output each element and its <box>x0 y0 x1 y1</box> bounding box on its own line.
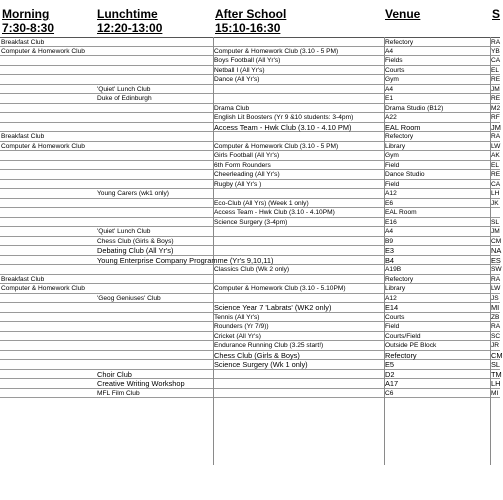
after-school-cell: Computer & Homework Club (3.10 - 5 PM) <box>214 142 339 150</box>
lunchtime-cell <box>96 66 213 75</box>
venue-cell: Refectory <box>385 39 414 46</box>
lunchtime-cell <box>96 351 213 360</box>
lunchtime-cell <box>96 113 213 122</box>
after-school-cell: Eco-Club (All Yrs) (Week 1 only) <box>214 199 309 207</box>
morning-cell: Breakfast Club <box>1 133 45 140</box>
morning-cell <box>0 75 96 84</box>
table-row <box>0 142 500 152</box>
lunchtime-cell: Creative Writing Workshop <box>97 379 185 388</box>
venue-cell: E16 <box>385 218 397 226</box>
header-lunchtime <box>97 7 162 35</box>
morning-cell <box>0 360 96 369</box>
table-row <box>0 208 500 218</box>
morning-cell <box>0 199 96 208</box>
morning-cell <box>0 170 96 179</box>
morning-cell <box>0 294 96 303</box>
table-row <box>0 350 503 361</box>
morning-cell <box>0 123 96 132</box>
after-school-cell: English Lit Boosters (Yr 9 &10 students: 3-4pm) <box>214 114 354 121</box>
column-divider-staff <box>490 37 491 465</box>
staff-cell: LH <box>491 379 501 388</box>
lunchtime-cell <box>96 332 213 341</box>
table-row <box>0 265 500 275</box>
lunchtime-cell <box>96 56 213 65</box>
lunchtime-cell <box>96 142 213 151</box>
lunchtime-cell <box>96 322 213 331</box>
staff-cell: JS <box>491 294 499 302</box>
lunchtime-cell <box>96 284 213 293</box>
morning-cell <box>0 94 96 103</box>
venue-cell: A17 <box>385 379 399 388</box>
header-lunchtime-time: 12:20-13:00 <box>97 21 163 35</box>
lunchtime-cell: 'Geog Geniuses' Club <box>97 294 161 302</box>
lunchtime-cell <box>96 303 213 312</box>
staff-cell: JM <box>491 228 500 235</box>
column-divider-after-school <box>213 37 214 465</box>
header-row <box>0 0 500 36</box>
table-row <box>0 180 500 190</box>
after-school-cell: Tennis (All Yr's) <box>214 313 260 321</box>
morning-cell <box>0 351 96 360</box>
after-school-cell: 6th Form Rounders <box>214 161 271 169</box>
morning-cell <box>0 227 96 236</box>
venue-cell: D2 <box>385 369 395 379</box>
lunchtime-cell <box>96 313 213 322</box>
header-lunchtime-label: Lunchtime <box>97 7 158 21</box>
venue-cell: C6 <box>385 389 394 397</box>
staff-cell: CM <box>491 237 502 245</box>
table-row <box>0 322 500 332</box>
table-row <box>0 66 500 76</box>
staff-cell: CA <box>491 57 501 64</box>
venue-cell: Courts <box>385 66 405 74</box>
after-school-cell <box>213 132 384 141</box>
staff-cell <box>490 208 500 217</box>
table-row <box>0 389 500 399</box>
after-school-cell <box>213 189 384 198</box>
staff-cell: CA <box>491 180 501 188</box>
venue-cell: Field <box>385 323 400 330</box>
staff-cell: M2 <box>491 104 501 112</box>
table-row <box>0 218 500 228</box>
staff-cell: TM <box>491 369 502 379</box>
morning-cell <box>0 370 96 379</box>
venue-cell: Refectory <box>385 133 414 140</box>
after-school-cell: Computer & Homework Club (3.10 - 5.10PM) <box>214 285 346 292</box>
venue-cell: Gym <box>385 76 399 83</box>
morning-cell <box>0 208 96 217</box>
table-row <box>0 170 500 180</box>
lunchtime-cell: 'Quiet' Lunch Club <box>97 228 151 235</box>
staff-cell: NA <box>491 246 502 255</box>
venue-cell: EAL Room <box>385 209 417 216</box>
header-after-school-time: 15:10-16:30 <box>215 21 281 35</box>
after-school-cell: Access Team - Hwk Club (3.10 - 4.10PM) <box>214 209 335 216</box>
venue-cell: E14 <box>385 303 399 312</box>
venue-cell: Refectory <box>385 350 417 360</box>
morning-cell <box>0 189 96 198</box>
staff-cell: SW <box>491 266 502 273</box>
staff-cell: RE <box>491 171 501 178</box>
after-school-cell: Chess Club (Girls & Boys) <box>214 350 300 360</box>
table-row <box>0 94 500 104</box>
after-school-cell: Boys Football (All Yr's) <box>214 57 281 64</box>
header-after-school <box>215 7 286 35</box>
lunchtime-cell <box>96 104 213 113</box>
morning-cell: Computer & Homework Club <box>1 285 85 292</box>
after-school-cell <box>213 94 384 103</box>
lunchtime-cell: Chess Club (Girls & Boys) <box>97 237 174 245</box>
clubs-table <box>0 37 503 398</box>
venue-cell: B9 <box>385 237 394 245</box>
morning-cell <box>0 218 96 227</box>
venue-cell: Refectory <box>385 275 414 283</box>
venue-cell: E1 <box>385 95 394 102</box>
staff-cell: CM <box>491 350 503 360</box>
morning-cell <box>0 313 96 322</box>
lunchtime-cell <box>96 199 213 208</box>
staff-cell: MI <box>491 303 500 312</box>
table-row <box>0 379 500 389</box>
lunchtime-cell <box>96 275 213 284</box>
header-venue: Venue <box>385 7 421 21</box>
table-row <box>0 256 500 266</box>
after-school-cell: Science Surgery (Wk 1 only) <box>214 360 308 369</box>
staff-cell: SL <box>491 360 501 369</box>
morning-cell: Breakfast Club <box>1 39 45 46</box>
after-school-cell: Rugby (All Yr's ) <box>214 180 262 188</box>
morning-cell <box>0 322 96 331</box>
venue-cell: B4 <box>385 255 395 265</box>
morning-cell: Computer & Homework Club <box>1 142 85 150</box>
table-row <box>0 313 500 323</box>
table-row <box>0 132 500 142</box>
morning-cell <box>0 151 96 160</box>
morning-cell <box>0 237 96 246</box>
venue-cell: Drama Studio (B12) <box>385 104 444 112</box>
staff-cell: JM <box>491 85 500 93</box>
table-row <box>0 360 500 370</box>
after-school-cell: Drama Club <box>214 104 250 112</box>
lunchtime-cell <box>96 151 213 160</box>
staff-cell: AK <box>491 152 500 159</box>
staff-cell: ES <box>491 255 501 265</box>
staff-cell: SC <box>491 332 501 340</box>
lunchtime-cell <box>96 132 213 141</box>
after-school-cell: Science Surgery (3-4pm) <box>214 218 288 226</box>
lunchtime-cell <box>96 47 213 56</box>
after-school-cell: Girls Football (All Yr's) <box>214 152 280 159</box>
staff-cell: MI <box>491 389 499 397</box>
staff-cell: RA <box>491 275 501 283</box>
morning-cell <box>0 85 96 94</box>
lunchtime-cell: Choir Club <box>97 369 132 379</box>
venue-cell: Field <box>385 180 400 188</box>
after-school-cell <box>213 237 384 246</box>
after-school-cell: Science Year 7 'Labrats' (WK2 only) <box>214 303 332 312</box>
staff-cell: EL <box>491 161 500 169</box>
table-row <box>0 370 500 380</box>
table-row <box>0 189 500 199</box>
header-morning-time: 7:30-8:30 <box>2 21 55 35</box>
lunchtime-cell <box>96 341 213 350</box>
table-row <box>0 275 500 285</box>
morning-cell <box>0 265 96 274</box>
table-row <box>0 75 500 85</box>
after-school-cell: Access Team - Hwk Club (3.10 - 4.10 PM) <box>214 122 352 132</box>
venue-cell: A12 <box>385 190 397 197</box>
after-school-cell: Netball I (All Yr's) <box>214 66 265 74</box>
staff-cell: RA <box>491 323 501 330</box>
venue-cell: Outside PE Block <box>385 342 437 349</box>
venue-cell: E6 <box>385 199 394 207</box>
staff-cell: JK <box>491 199 499 207</box>
venue-cell: Gym <box>385 152 399 159</box>
venue-cell: EAL Room <box>385 122 421 132</box>
morning-cell: Breakfast Club <box>1 275 45 283</box>
lunchtime-cell: Duke of Edinburgh <box>97 95 152 102</box>
table-row <box>0 227 500 237</box>
morning-cell <box>0 66 96 75</box>
staff-cell: RE <box>491 76 501 83</box>
morning-cell <box>0 161 96 170</box>
after-school-cell <box>213 227 384 236</box>
table-row <box>0 56 500 66</box>
table-row <box>0 332 500 342</box>
lunchtime-cell <box>96 265 213 274</box>
venue-cell: A22 <box>385 114 397 121</box>
after-school-cell <box>213 246 384 255</box>
venue-cell: Fields <box>385 57 403 64</box>
table-row <box>0 246 500 256</box>
after-school-cell <box>213 389 384 398</box>
lunchtime-cell <box>96 123 213 132</box>
table-row <box>0 294 500 304</box>
lunchtime-cell: MFL Film Club <box>97 389 140 397</box>
table-row <box>0 237 500 247</box>
after-school-cell: Computer & Homework Club (3.10 - 5 PM) <box>214 47 339 55</box>
after-school-cell <box>213 294 384 303</box>
after-school-cell <box>213 38 384 46</box>
after-school-cell <box>213 85 384 94</box>
lunchtime-cell: Debating Club (All Yr's) <box>97 246 174 255</box>
staff-cell: RF <box>491 114 500 121</box>
morning-cell <box>0 256 96 265</box>
venue-cell: Courts <box>385 313 405 321</box>
table-row <box>0 104 500 114</box>
venue-cell: Field <box>385 161 400 169</box>
venue-cell: A4 <box>385 47 394 55</box>
staff-cell: RA <box>491 39 501 46</box>
after-school-cell: Dance (All Yr's) <box>214 76 260 83</box>
lunchtime-cell <box>96 161 213 170</box>
table-row <box>0 284 500 294</box>
staff-cell: YB <box>491 47 500 55</box>
venue-cell: Library <box>385 285 406 292</box>
staff-cell: SL <box>491 218 500 226</box>
morning-cell <box>0 379 96 388</box>
table-row <box>0 47 500 57</box>
table-row <box>0 161 500 171</box>
venue-cell: Dance Studio <box>385 171 425 178</box>
lunchtime-cell <box>96 170 213 179</box>
lunchtime-cell <box>96 360 213 369</box>
venue-cell: A4 <box>385 228 394 235</box>
lunchtime-cell <box>96 208 213 217</box>
venue-cell: E3 <box>385 246 395 255</box>
morning-cell <box>0 180 96 189</box>
lunchtime-cell: 'Quiet' Lunch Club <box>97 85 151 93</box>
venue-cell: Courts/Field <box>385 332 421 340</box>
morning-cell <box>0 113 96 122</box>
staff-cell: ZB <box>491 313 500 321</box>
after-school-cell: Cricket (All Yr's) <box>214 332 261 340</box>
morning-cell <box>0 303 96 312</box>
table-row <box>0 85 500 95</box>
lunchtime-cell <box>96 180 213 189</box>
staff-cell: JM <box>491 122 501 132</box>
lunchtime-cell <box>96 38 213 46</box>
staff-cell: RA <box>491 133 501 140</box>
header-staff: S <box>492 7 501 21</box>
venue-cell: A4 <box>385 85 394 93</box>
staff-cell: RE <box>491 95 501 102</box>
staff-cell: EL <box>491 66 500 74</box>
after-school-cell <box>213 370 384 379</box>
table-row <box>0 151 500 161</box>
morning-cell <box>0 246 96 255</box>
after-school-cell: Cheerleading (All Yr's) <box>214 171 280 178</box>
venue-cell: A12 <box>385 294 397 302</box>
table-row <box>0 37 500 47</box>
after-school-cell: Classics Club (Wk 2 only) <box>214 266 290 273</box>
after-school-cell <box>213 379 384 388</box>
lunchtime-cell <box>96 75 213 84</box>
venue-cell: A19B <box>385 266 402 273</box>
column-divider-venue <box>384 37 385 465</box>
morning-cell <box>0 332 96 341</box>
table-row <box>0 113 500 123</box>
table-row <box>0 123 500 133</box>
morning-cell <box>0 104 96 113</box>
venue-cell: Library <box>385 142 406 150</box>
after-school-cell: Rounders (Yr 7/9)) <box>214 323 269 330</box>
table-row <box>0 199 500 209</box>
after-school-cell: Endurance Running Club (3.25 start!) <box>214 342 324 349</box>
staff-cell: LW <box>491 142 501 150</box>
morning-cell: Computer & Homework Club <box>1 47 85 55</box>
staff-cell: LH <box>491 190 500 197</box>
header-morning-label: Morning <box>2 7 50 21</box>
lunchtime-cell: Young Carers (wk1 only) <box>97 190 169 197</box>
morning-cell <box>0 389 96 398</box>
staff-cell: LW <box>491 285 501 292</box>
after-school-cell <box>213 275 384 284</box>
venue-cell: E5 <box>385 360 395 369</box>
lunchtime-cell <box>96 218 213 227</box>
staff-cell: JR <box>491 342 500 349</box>
header-after-school-label: After School <box>215 7 287 21</box>
table-row <box>0 303 500 313</box>
table-row <box>0 341 500 351</box>
morning-cell <box>0 56 96 65</box>
header-morning <box>2 7 54 35</box>
lunchtime-cell: Young Enterprise Company Programme (Yr's 9,10,11) <box>97 255 274 265</box>
morning-cell <box>0 341 96 350</box>
